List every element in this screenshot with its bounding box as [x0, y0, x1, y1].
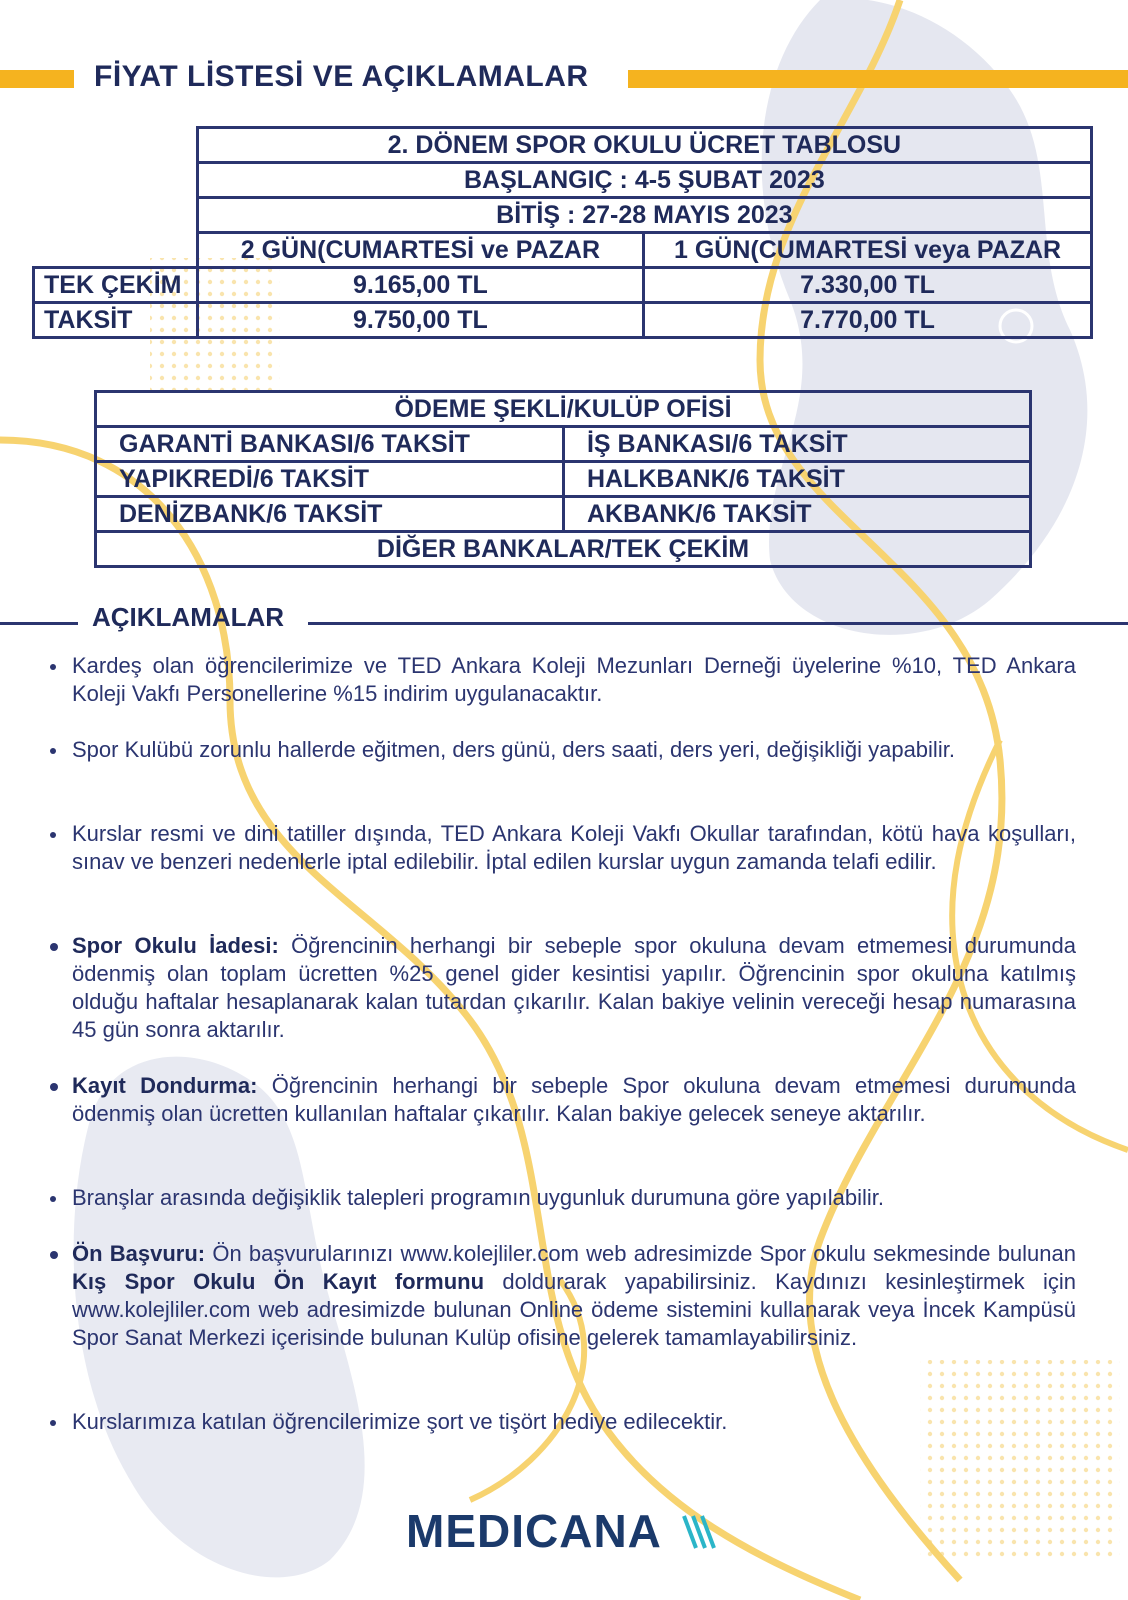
- price-cell: 9.165,00 TL: [197, 268, 643, 303]
- payment-table: [94, 390, 1032, 568]
- notes-title: AÇIKLAMALAR: [92, 602, 285, 632]
- price-cell: 7.330,00 TL: [644, 268, 1092, 303]
- price-col2-header: 1 GÜN(CUMARTESİ veya PAZAR: [644, 233, 1092, 268]
- note-text: Spor Kulübü zorunlu hallerde eğitmen, ders günü, ders saati, ders yeri, değişikliği yapabilir.: [72, 737, 955, 762]
- note-text: Kurslar resmi ve dini tatiller dışında, TED Ankara Koleji Vakfı Okullar tarafından, kötü hava koşulları, sınav ve benzeri nedenlerle iptal edilebilir. İptal edilen kurslar uygun zamanda telafi edilir.: [72, 821, 1076, 874]
- header-accent-bar-left: [0, 70, 74, 88]
- divider-left: [0, 622, 78, 625]
- price-cell: 9.750,00 TL: [197, 303, 643, 338]
- note-text: Branşlar arasında değişiklik talepleri programın uygunluk durumuna göre yapılabilir.: [72, 1185, 884, 1210]
- bullet-icon: [50, 1196, 56, 1202]
- table-row: [34, 303, 1092, 338]
- payment-table-footer: DİĞER BANKALAR/TEK ÇEKİM: [96, 532, 1031, 567]
- bullet-icon: [50, 943, 58, 951]
- bullet-icon: [50, 1251, 58, 1259]
- note-text: Öğrencinin herhangi bir sebeple Spor okuluna devam etmemesi durumunda ödenmiş olan ücretten kullanılan haftalar çıkarılır. Kalan bakiye gelecek seneye aktarılır.: [72, 1073, 1076, 1126]
- payment-cell: GARANTİ BANKASI/6 TAKSİT: [96, 427, 564, 462]
- price-table-start: BAŞLANGIÇ : 4-5 ŞUBAT 2023: [197, 163, 1091, 198]
- divider-right: [308, 622, 1128, 625]
- table-row: [34, 268, 1092, 303]
- bullet-icon: [50, 664, 56, 670]
- price-row-label: TEK ÇEKİM: [34, 268, 198, 303]
- price-table-corner: [34, 128, 198, 163]
- table-row: [96, 497, 1031, 532]
- medicana-logo: MEDICANA: [406, 1505, 662, 1557]
- price-row-label: TAKSİT: [34, 303, 198, 338]
- payment-cell: DENİZBANK/6 TAKSİT: [96, 497, 564, 532]
- note-heading: Kayıt Dondurma:: [72, 1073, 258, 1098]
- notes-section-header: [0, 590, 1128, 640]
- bullet-icon: [50, 748, 56, 754]
- payment-cell: İŞ BANKASI/6 TAKSİT: [563, 427, 1030, 462]
- price-col1-header: 2 GÜN(CUMARTESİ ve PAZAR: [197, 233, 643, 268]
- note-text: Öğrencinin herhangi bir sebeple spor okuluna devam etmemesi durumunda ödenmiş olan toplam ücretten %25 genel gider kesintisi yapılır. Öğrencinin spor okuluna katılmış olduğu haftalar hesaplanarak kalan tutardan çıkarılır. Kalan bakiye velinin vereceği hesap numarasına 45 gün sonra aktarılır.: [72, 933, 1077, 1042]
- table-row: [96, 462, 1031, 497]
- price-table-end: BİTİŞ : 27-28 MAYIS 2023: [197, 198, 1091, 233]
- dots-bottom-right: [920, 1360, 1120, 1560]
- page-header: [0, 0, 1128, 110]
- payment-cell: AKBANK/6 TAKSİT: [563, 497, 1030, 532]
- note-form-name: Kış Spor Okulu Ön Kayıt formunu: [72, 1269, 485, 1294]
- note-heading: Spor Okulu İadesi:: [72, 933, 279, 958]
- payment-table-title: ÖDEME ŞEKLİ/KULÜP OFİSİ: [96, 392, 1031, 427]
- note-heading: Ön Başvuru:: [72, 1241, 206, 1266]
- page-title: FİYAT LİSTESİ VE AÇIKLAMALAR: [94, 60, 589, 93]
- header-accent-bar-right: [628, 70, 1128, 88]
- bullet-icon: [50, 1420, 56, 1426]
- bullet-icon: [50, 1083, 58, 1091]
- payment-cell: HALKBANK/6 TAKSİT: [563, 462, 1030, 497]
- note-text: Kardeş olan öğrencilerimize ve TED Ankara Koleji Mezunları Derneği üyelerine %10, TED Ankara Koleji Vakfı Personellerine %15 indirim uygulanacaktır.: [72, 653, 1076, 706]
- price-table: [32, 126, 1093, 339]
- price-table-title: 2. DÖNEM SPOR OKULU ÜCRET TABLOSU: [197, 128, 1091, 163]
- note-text: Ön başvurularınızı www.kolejliler.com web adresimizde Spor okulu sekmesinde bulunan: [205, 1241, 1076, 1266]
- bullet-icon: [50, 832, 56, 838]
- logo-slashes-icon: [680, 1512, 720, 1552]
- table-row: [96, 427, 1031, 462]
- payment-cell: YAPIKREDİ/6 TAKSİT: [96, 462, 564, 497]
- note-text-continued: doldurarak yapabilirsiniz. Kaydınızı kesinleştirmek için www.kolejliler.com web adresimizde bulunan Online ödeme sistemini kullanarak veya İncek Kampüsü Spor Sanat Merkezi içerisinde bulunan Kulüp ofisine gelerek tamamlayabilirsiniz.: [72, 1269, 1076, 1350]
- price-cell: 7.770,00 TL: [644, 303, 1092, 338]
- note-text: Kurslarımıza katılan öğrencilerimize şort ve tişört hediye edilecektir.: [72, 1409, 728, 1434]
